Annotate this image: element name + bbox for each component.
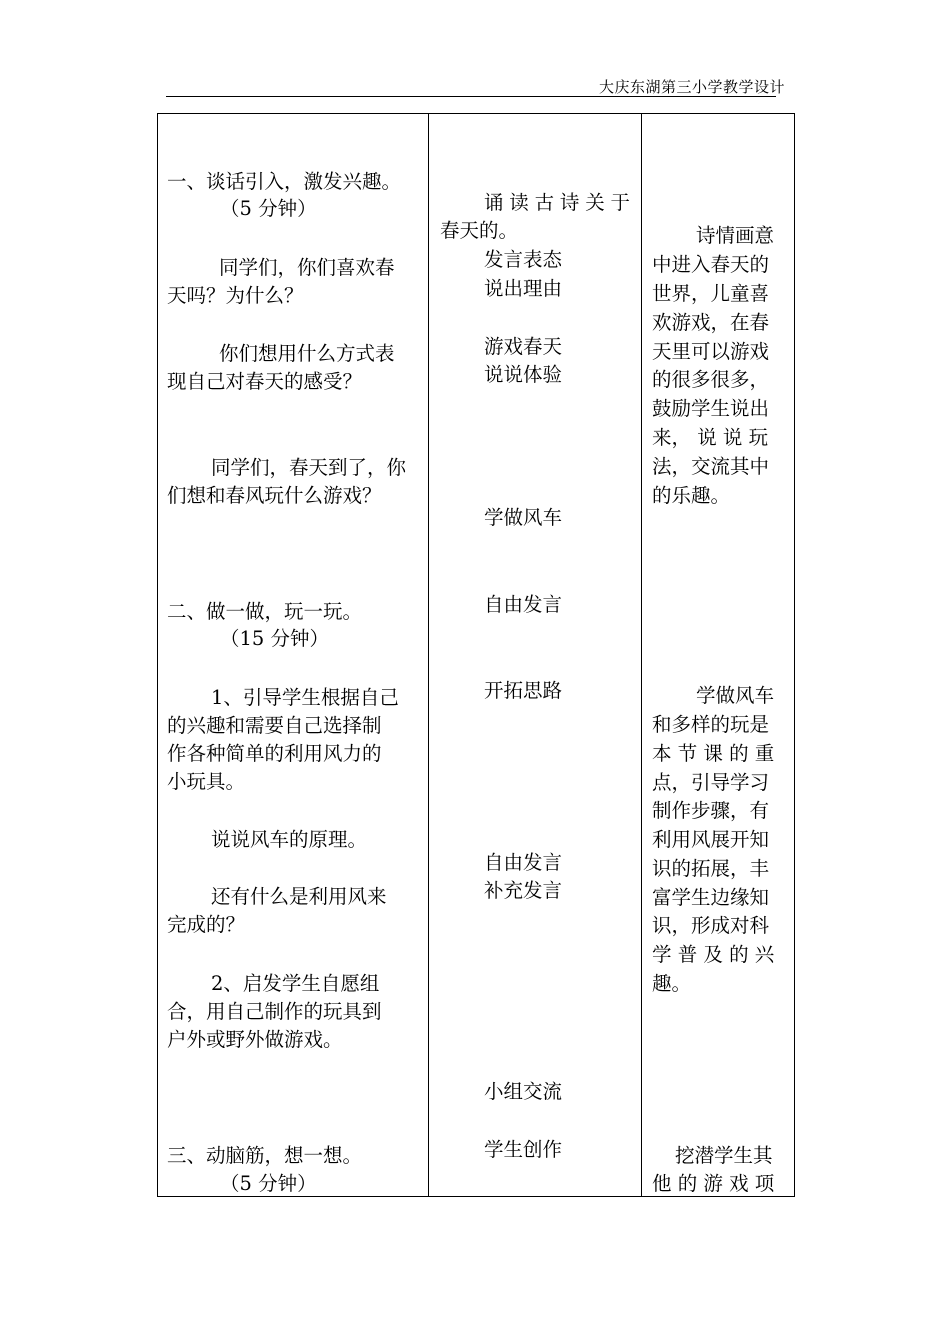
question-3-line-2: 们想和春风玩什么游戏？ xyxy=(167,484,382,507)
page-header-title: 大庆东湖第三小学教学设计 xyxy=(598,78,785,96)
intent-2-line-10: 学 普 及 的 兴 xyxy=(652,943,775,966)
intent-3-line-2: 他 的 游 戏 项 xyxy=(652,1172,775,1195)
paragraph-4-line-3: 户外或野外做游戏。 xyxy=(167,1028,343,1051)
paragraph-3-line-1: 还有什么是利用风来 xyxy=(211,885,387,908)
paragraph-1-line-1: 1、引导学生根据自己 xyxy=(211,686,399,709)
intent-1-line-7: 鼓励学生说出 xyxy=(652,397,770,420)
student-activity-10: 补充发言 xyxy=(484,879,563,902)
intent-1-line-3: 世界，儿童喜 xyxy=(652,282,770,305)
intent-1-line-2: 中进入春天的 xyxy=(652,253,770,276)
student-activity-11: 小组交流 xyxy=(484,1080,563,1103)
intent-1-line-10: 的乐趣。 xyxy=(652,484,731,507)
intent-2-line-1: 学做风车 xyxy=(696,684,775,707)
intent-2-line-9: 识，形成对科 xyxy=(652,914,770,937)
section-2-time: （15 分钟） xyxy=(220,627,330,650)
intent-1-line-1: 诗情画意 xyxy=(696,224,775,247)
intent-2-line-11: 趣。 xyxy=(652,972,692,995)
student-activity-8: 开拓思路 xyxy=(484,679,563,702)
paragraph-4-line-2: 合，用自己制作的玩具到 xyxy=(167,1000,382,1023)
header-rule xyxy=(166,96,776,97)
student-activity-2: 发言表态 xyxy=(484,248,563,271)
section-1-title: 一、谈话引入，激发兴趣。 xyxy=(167,170,402,193)
student-activity-7: 自由发言 xyxy=(484,593,563,616)
question-1-line-2: 天吗？为什么？ xyxy=(167,284,304,307)
section-1-time: （5 分钟） xyxy=(220,197,317,220)
student-activity-4: 游戏春天 xyxy=(484,335,563,358)
section-3-title: 三、动脑筋，想一想。 xyxy=(167,1144,363,1167)
student-activity-9: 自由发言 xyxy=(484,851,563,874)
student-activity-3: 说出理由 xyxy=(484,277,563,300)
paragraph-3-line-2: 完成的？ xyxy=(167,913,246,936)
question-2-line-2: 现自己对春天的感受？ xyxy=(167,370,363,393)
intent-2-line-3: 本 节 课 的 重 xyxy=(652,742,775,765)
intent-2-line-2: 和多样的玩是 xyxy=(652,713,770,736)
paragraph-4-line-1: 2、启发学生自愿组 xyxy=(211,972,380,995)
intent-2-line-8: 富学生边缘知 xyxy=(652,886,770,909)
intent-1-line-4: 欢游戏，在春 xyxy=(652,311,770,334)
intent-3-line-1: 挖潜学生其 xyxy=(675,1144,773,1167)
column-divider-2 xyxy=(641,114,642,1196)
intent-2-line-6: 利用风展开知 xyxy=(652,828,770,851)
question-2-line-1: 你们想用什么方式表 xyxy=(219,342,395,365)
paragraph-1-line-2: 的兴趣和需要自己选择制 xyxy=(167,714,382,737)
intent-1-line-9: 法，交流其中 xyxy=(652,455,770,478)
question-1-line-1: 同学们，你们喜欢春 xyxy=(219,256,395,279)
student-activity-1-line-2: 春天的。 xyxy=(440,219,519,242)
question-3-line-1: 同学们，春天到了，你 xyxy=(211,456,407,479)
intent-2-line-5: 制作步骤，有 xyxy=(652,799,770,822)
column-divider-1 xyxy=(428,114,429,1196)
student-activity-12: 学生创作 xyxy=(484,1138,563,1161)
student-activity-1-line-1: 诵 读 古 诗 关 于 xyxy=(484,191,630,214)
intent-2-line-7: 识的拓展，丰 xyxy=(652,857,770,880)
paragraph-1-line-4: 小玩具。 xyxy=(167,770,246,793)
section-3-time: （5 分钟） xyxy=(220,1172,317,1195)
intent-2-line-4: 点，引导学习 xyxy=(652,771,770,794)
student-activity-5: 说说体验 xyxy=(484,363,563,386)
paragraph-1-line-3: 作各种简单的利用风力的 xyxy=(167,742,382,765)
student-activity-6: 学做风车 xyxy=(484,506,563,529)
intent-1-line-5: 天里可以游戏 xyxy=(652,340,770,363)
intent-1-line-8: 来， 说 说 玩 xyxy=(652,426,769,449)
section-2-title: 二、做一做，玩一玩。 xyxy=(167,600,363,623)
paragraph-2: 说说风车的原理。 xyxy=(211,828,368,851)
intent-1-line-6: 的很多很多， xyxy=(652,368,770,391)
